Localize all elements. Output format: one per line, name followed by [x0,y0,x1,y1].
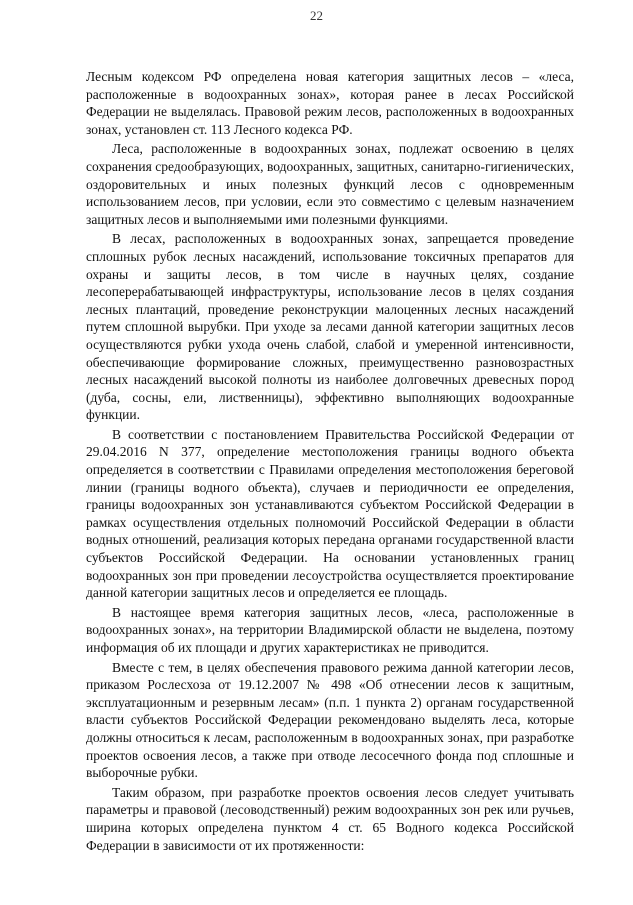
paragraph-1: Лесным кодексом РФ определена новая категория защитных лесов – «леса, расположенные в водоохранных зонах», которая ранее в лесах Российской Федерации не выделялась. Правовой режим лесов, расположенных в водоохранных зонах, установлен ст. 113 Лесного кодекса РФ. [86,69,574,137]
paragraph-2: Леса, расположенные в водоохранных зонах, подлежат освоению в целях сохранения средообразующих, водоохранных, защитных, санитарно-гигиенических, оздоровительных и иных полезных функций лесов с одновременным использованием лесов, при условии, если это совместимо с целевым назначением защитных лесов и выполняемыми ими полезными функциями. [86,141,574,227]
paragraph-3: В лесах, расположенных в водоохранных зонах, запрещается проведение сплошных рубок лесных насаждений, использование токсичных препаратов для охраны и защиты лесов, в том числе в научных целях, создание лесоперерабатывающей инфраструктуры, использование лесов в целях создания лесных плантаций, проведение реконструкции малоценных лесных насаждений путем сплошной вырубки. При уходе за лесами данной категории защитных лесов осуществляются рубки ухода очень слабой, слабой и умеренной интенсивности, обеспечивающие формирование сложных, преимущественно разновозрастных лесных насаждений высокой полноты из наиболее долговечных древесных пород (дуба, сосны, ели, лиственницы), эффективно выполняющих водоохранные функции. [86,231,574,423]
page-number: 22 [310,8,323,23]
paragraph-5: В настоящее время категория защитных лесов, «леса, расположенные в водоохранных зонах», на территории Владимирской области не выделена, поэтому информация об их площади и других характеристиках не приводится. [86,604,574,655]
paragraph-6: Вместе с тем, в целях обеспечения правового режима данной категории лесов, приказом Рослесхоза от 19.12.2007 № 498 «Об отнесении лесов к защитным, эксплуатационным и резервным лесам» (п.п. 1 пункта 2) органам государственной власти субъектов Российской Федерации рекомендовано выделять леса, которые должны относиться к лесам, расположенным в водоохранных зонах, при разработке проектов освоения лесов, а также при отводе лесосечного фонда под сплошные и выборочные рубки. [86,659,574,781]
paragraph-4: В соответствии с постановлением Правительства Российской Федерации от 29.04.2016 N 377, определение местоположения границы водного объекта определяется в соответствии с Правилами определения местоположения береговой линии (границы водного объекта), случаев и периодичности ее определения, границы водоохранных зон устанавливаются субъектом Российской Федерации в рамках осуществления отдельных полномочий Российской Федерации в области водных отношений, реализация которых передана органами государственной власти субъектов Российской Федерации. На основании установленных границ водоохранных зон при проведении лесоустройства осуществляется проектирование данной категории защитных лесов и определяется ее площадь. [86,426,574,601]
paragraph-7: Таким образом, при разработке проектов освоения лесов следует учитывать параметры и правовой (лесоводственный) режим водоохранных зон рек или ручьев, ширина которых определена пунктом 4 ст. 65 Водного кодекса Российской Федерации в зависимости от их протяженности: [86,784,574,853]
document-body [86,68,574,856]
